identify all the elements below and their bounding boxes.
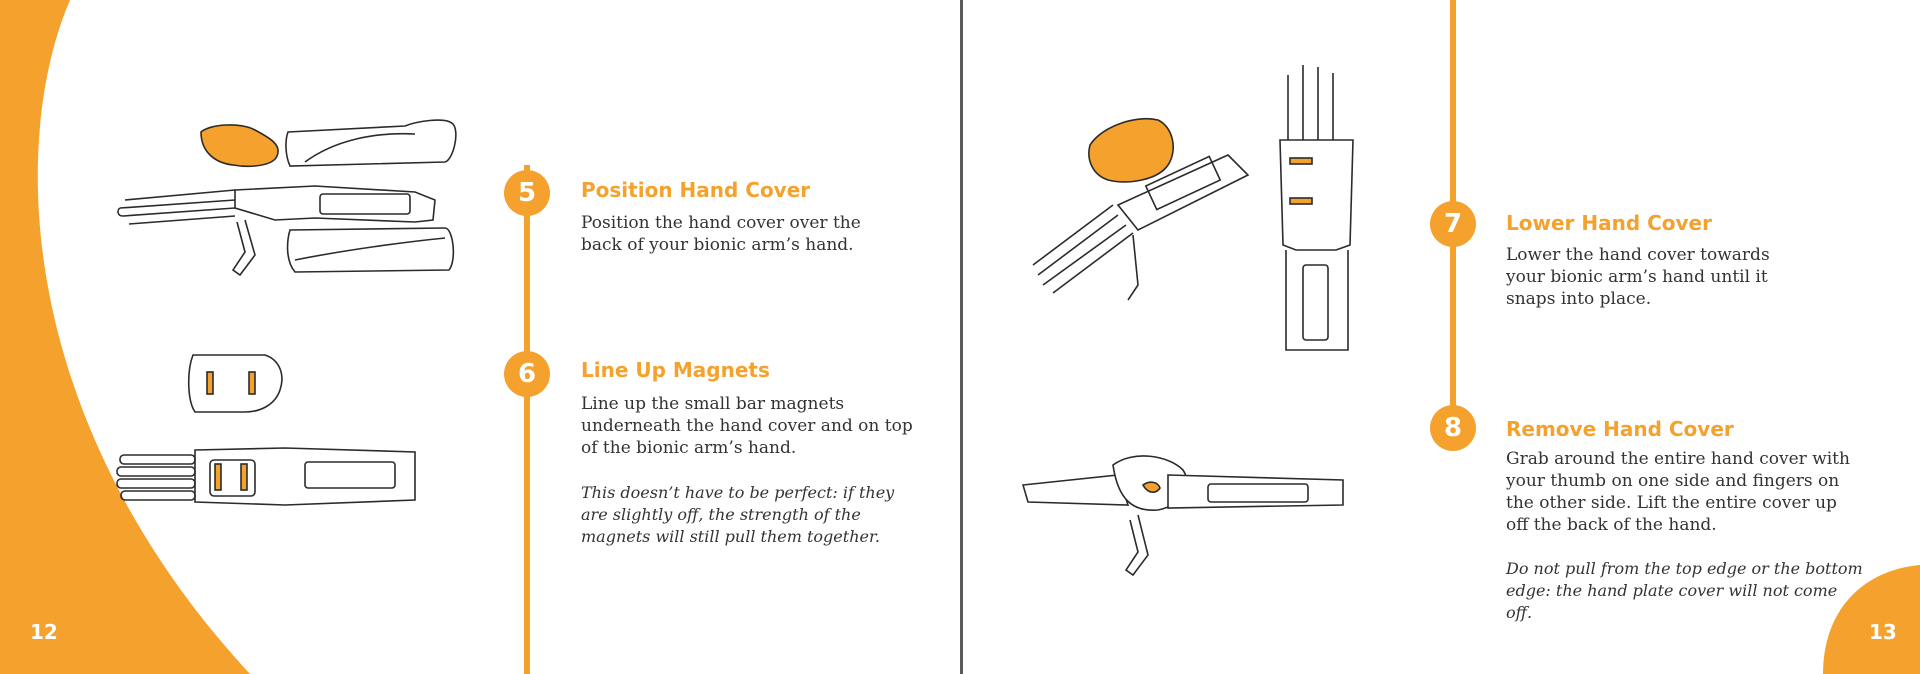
illustration-remove-hand-cover — [1018, 440, 1358, 590]
step-number-badge: 8 — [1430, 405, 1476, 451]
step-note: This doesn’t have to be perfect: if they are slightly off, the strength of the magnets will still pull them together. — [581, 483, 895, 546]
illustration-line-up-magnets — [115, 350, 435, 520]
illustration-lower-hand-cover — [1008, 55, 1428, 365]
step-body: Line up the small bar magnets underneath the hand cover and on top of the bionic arm’s hand. — [581, 394, 913, 458]
step-number-badge: 6 — [504, 351, 550, 397]
page-number: 12 — [30, 620, 58, 644]
step-number-badge: 5 — [504, 170, 550, 216]
right-page — [963, 0, 1920, 674]
step-title: Line Up Magnets — [581, 358, 770, 382]
step-title: Lower Hand Cover — [1506, 211, 1712, 235]
step-number-badge: 7 — [1430, 201, 1476, 247]
step-title: Remove Hand Cover — [1506, 417, 1734, 441]
illustration-position-hand-cover — [115, 110, 465, 285]
step-title: Position Hand Cover — [581, 178, 811, 202]
step-body: Position the hand cover over the back of your bionic arm’s hand. — [581, 213, 861, 255]
step-note: Do not pull from the top edge or the bottom edge: the hand plate cover will not come off. — [1506, 559, 1863, 622]
step-timeline-left — [524, 165, 530, 674]
page-number: 13 — [1869, 620, 1897, 644]
step-body: Grab around the entire hand cover with your thumb on one side and fingers on the other side. Lift the entire cover up off the back of the hand. — [1506, 449, 1850, 535]
step-body: Lower the hand cover towards your bionic arm’s hand until it snaps into place. — [1506, 245, 1770, 309]
